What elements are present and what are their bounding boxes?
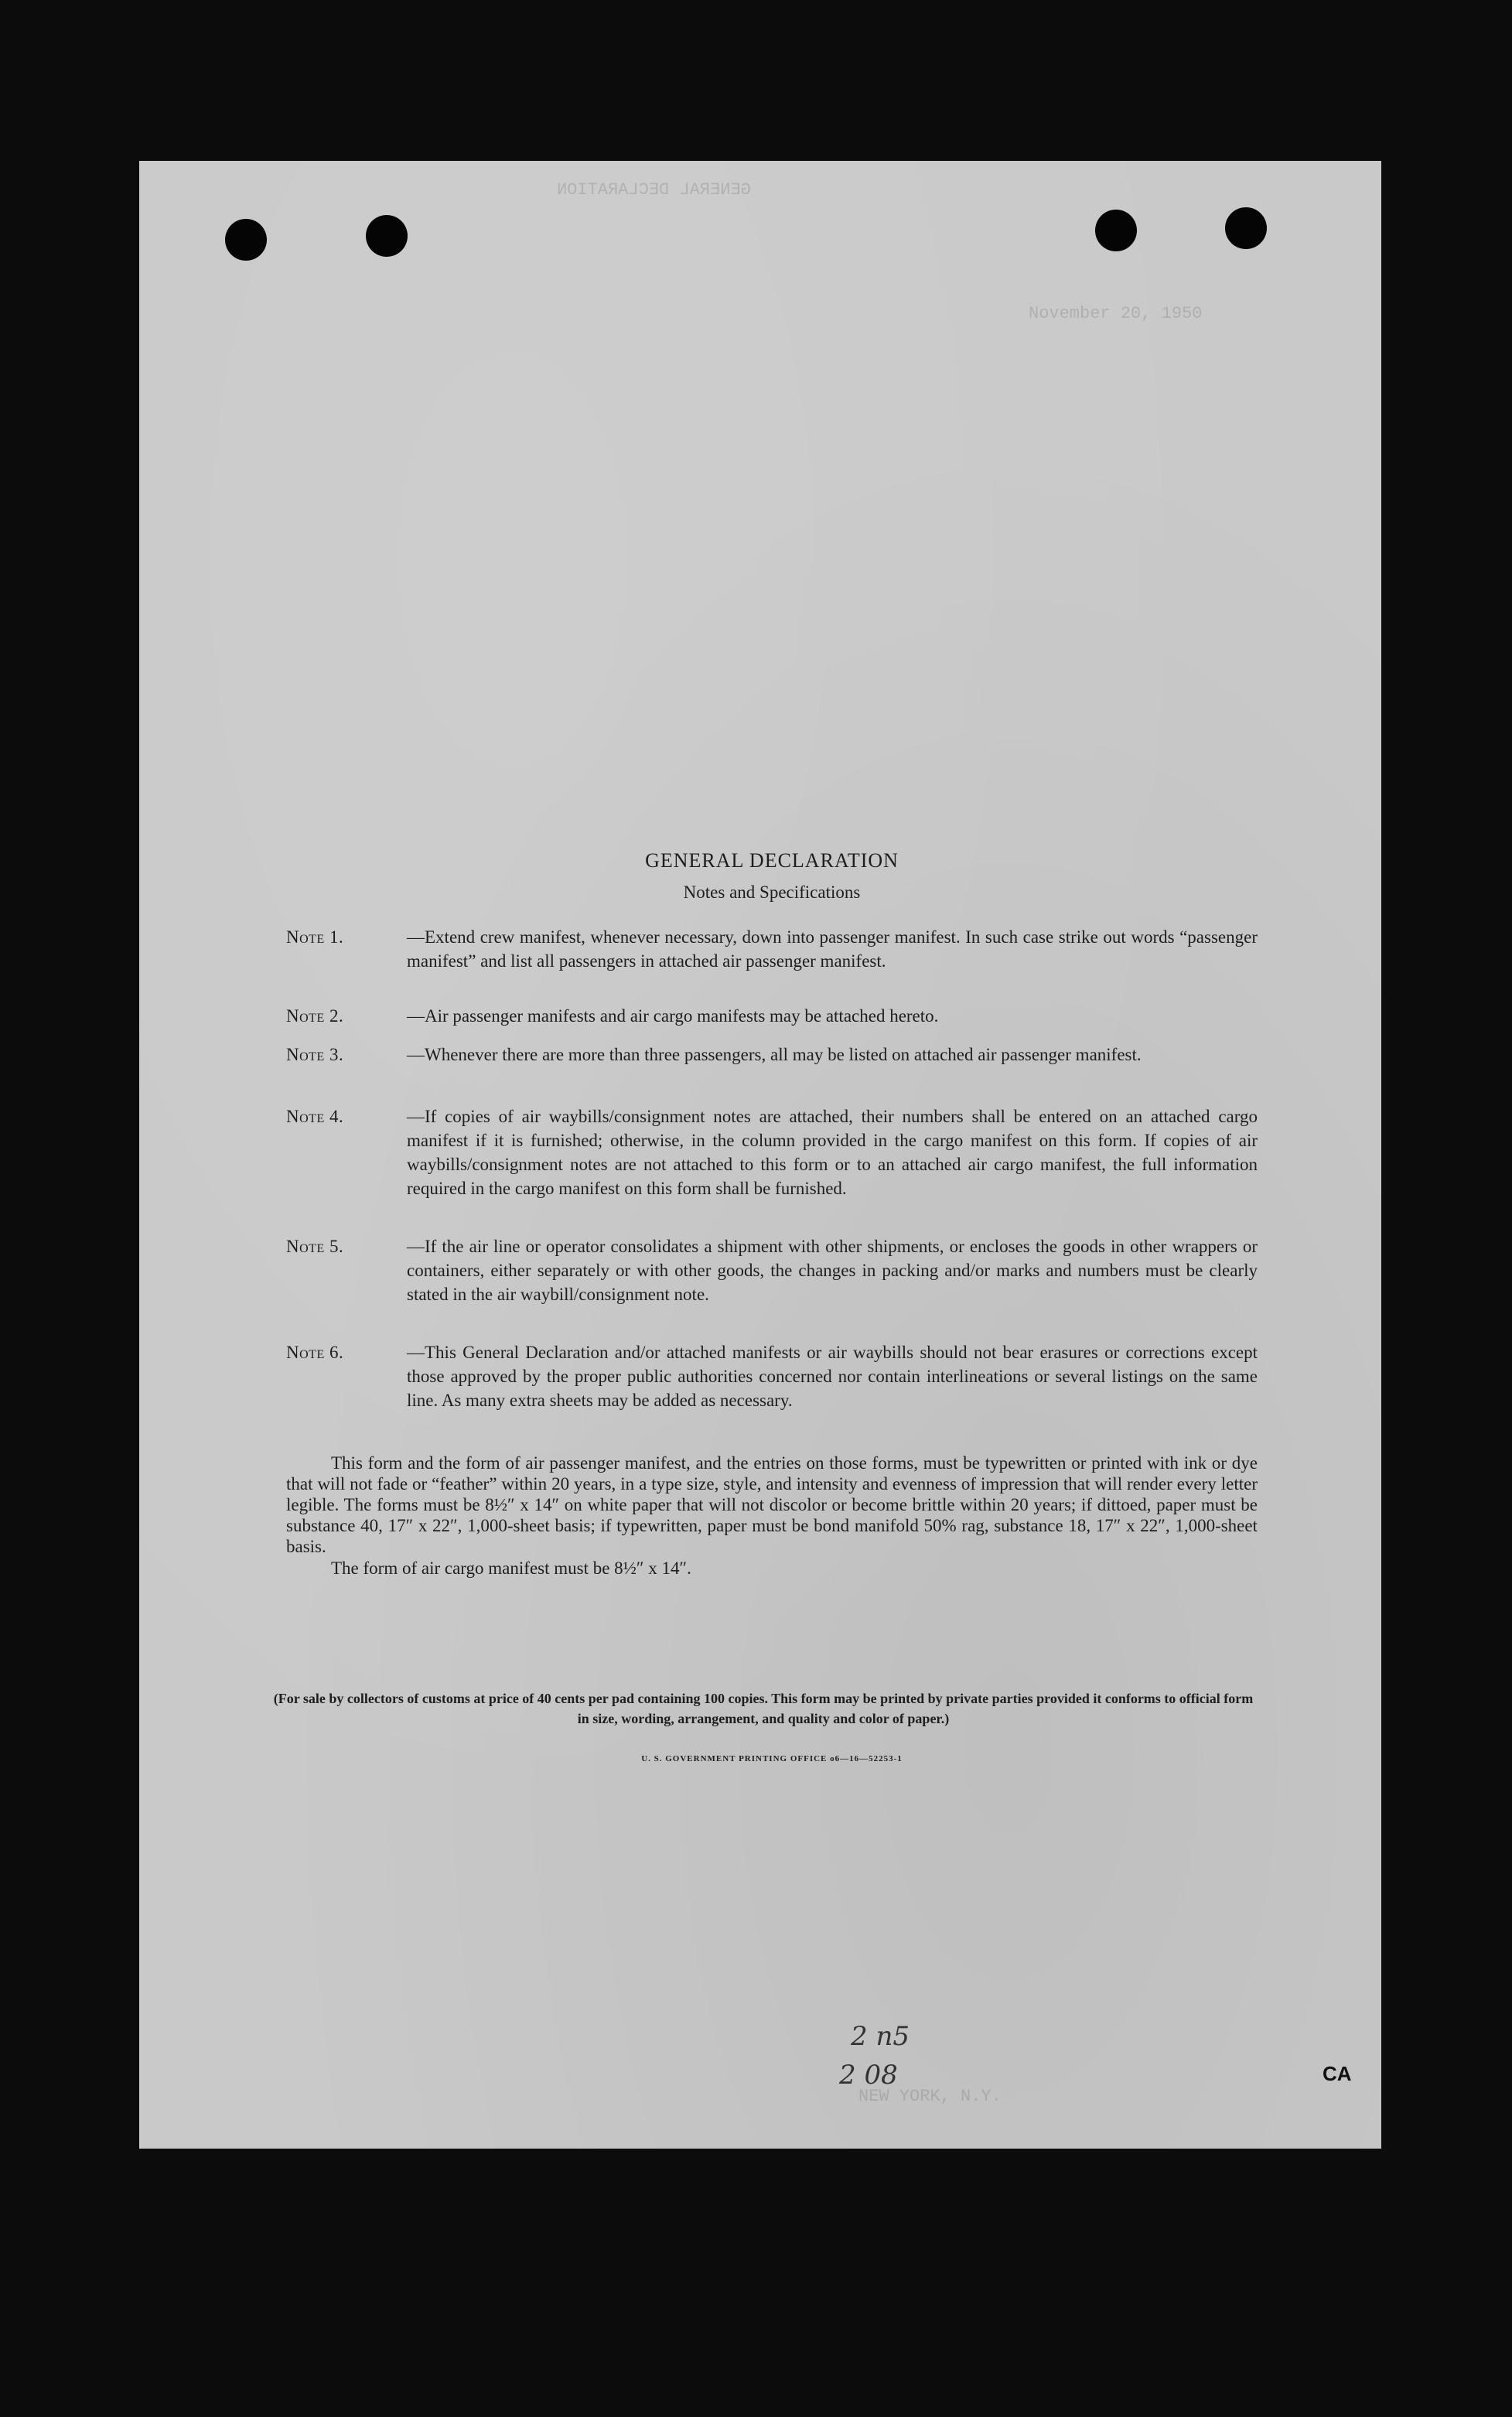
cargo-manifest-text: The form of air cargo manifest must be 8½″ x 14″.	[331, 1558, 691, 1578]
specification-text: This form and the form of air passenger manifest, and the entries on those forms, must be typewritten or printed with ink or dye that will not fade or “feather” within 20 years, in a type size, style, and intensity and evenness of impression that will render every letter legible. The forms must be 8½″ x 14″ on white paper that will not discolor or become brittle within 20 years; if dittoed, paper must be substance 40, 17″ x 22″, 1,000-sheet basis; if typewritten, paper must be bond manifold 50% rag, substance 18, 17″ x 22″, 1,000-sheet basis.	[286, 1453, 1258, 1556]
note-text: —Extend crew manifest, whenever necessary, down into passenger manifest. In such case strike out words “passenger manifest” and list all passengers in attached air passenger manifest.	[407, 927, 1258, 971]
page-subtitle: Notes and Specifications	[683, 882, 861, 902]
note-6	[286, 1340, 1258, 1412]
cargo-manifest-size	[286, 1558, 691, 1579]
sale-notice: (For sale by collectors of customs at price of 40 cents per pad containing 100 copies. This form may be printed by private parties provided it conforms to official form in size, wording, arrangement, and quality and color of paper.)	[273, 1691, 1254, 1726]
specification-paragraph	[286, 1453, 1258, 1557]
note-text: —Air passenger manifests and air cargo manifests may be attached hereto.	[407, 1006, 939, 1026]
binder-hole-1	[225, 219, 267, 261]
note-4	[286, 1104, 1258, 1200]
handwritten-note-1: 2 n5	[851, 2021, 910, 2052]
note-label: Note 6.	[286, 1343, 344, 1362]
note-label: Note 5.	[286, 1237, 344, 1256]
binder-hole-3	[1095, 210, 1137, 251]
note-label: Note 4.	[286, 1107, 344, 1126]
note-label: Note 2.	[286, 1006, 344, 1026]
document-page	[139, 161, 1381, 2149]
note-label: Note 3.	[286, 1045, 344, 1064]
note-3	[286, 1043, 1258, 1067]
bleed-through-header: GENERAL DECLARATION	[557, 180, 751, 200]
note-text: —Whenever there are more than three passengers, all may be listed on attached air passenger manifest.	[407, 1045, 1142, 1064]
note-2	[286, 1004, 1258, 1028]
binder-hole-2	[366, 215, 408, 257]
binder-hole-4	[1225, 207, 1267, 249]
page-title: GENERAL DECLARATION	[645, 849, 899, 872]
note-label: Note 1.	[286, 927, 344, 947]
note-text: —If the air line or operator consolidates a shipment with other shipments, or encloses the goods in other wrappers or containers, either separately or with other goods, the changes in packing and/or marks and numbers must be clearly stated in the air waybill/consignment note.	[407, 1237, 1258, 1304]
edge-mark: CA	[1323, 2062, 1352, 2085]
note-text: —This General Declaration and/or attached manifests or air waybills should not bear erasures or corrections except those approved by the proper public authorities concerned nor contain interlineations or several listings on the same line. As many extra sheets may be added as necessary.	[407, 1343, 1258, 1410]
note-1	[286, 925, 1258, 973]
handwritten-note-2: 2 08	[839, 2060, 898, 2091]
printer-imprint: U. S. GOVERNMENT PRINTING OFFICE o6—16—52253-1	[641, 1754, 903, 1763]
bleed-through-stamp: NEW YORK, N.Y.	[858, 2087, 1002, 2106]
note-5	[286, 1234, 1258, 1306]
bleed-through-date: November 20, 1950	[1029, 304, 1203, 323]
note-text: —If copies of air waybills/consignment notes are attached, their numbers shall be entered on an attached cargo manifest if it is furnished; otherwise, in the column provided in the cargo manifest on this form. If copies of air waybills/consignment notes are not attached to this form or to an attached air cargo manifest, the full information required in the cargo manifest on this form shall be furnished.	[407, 1107, 1258, 1198]
